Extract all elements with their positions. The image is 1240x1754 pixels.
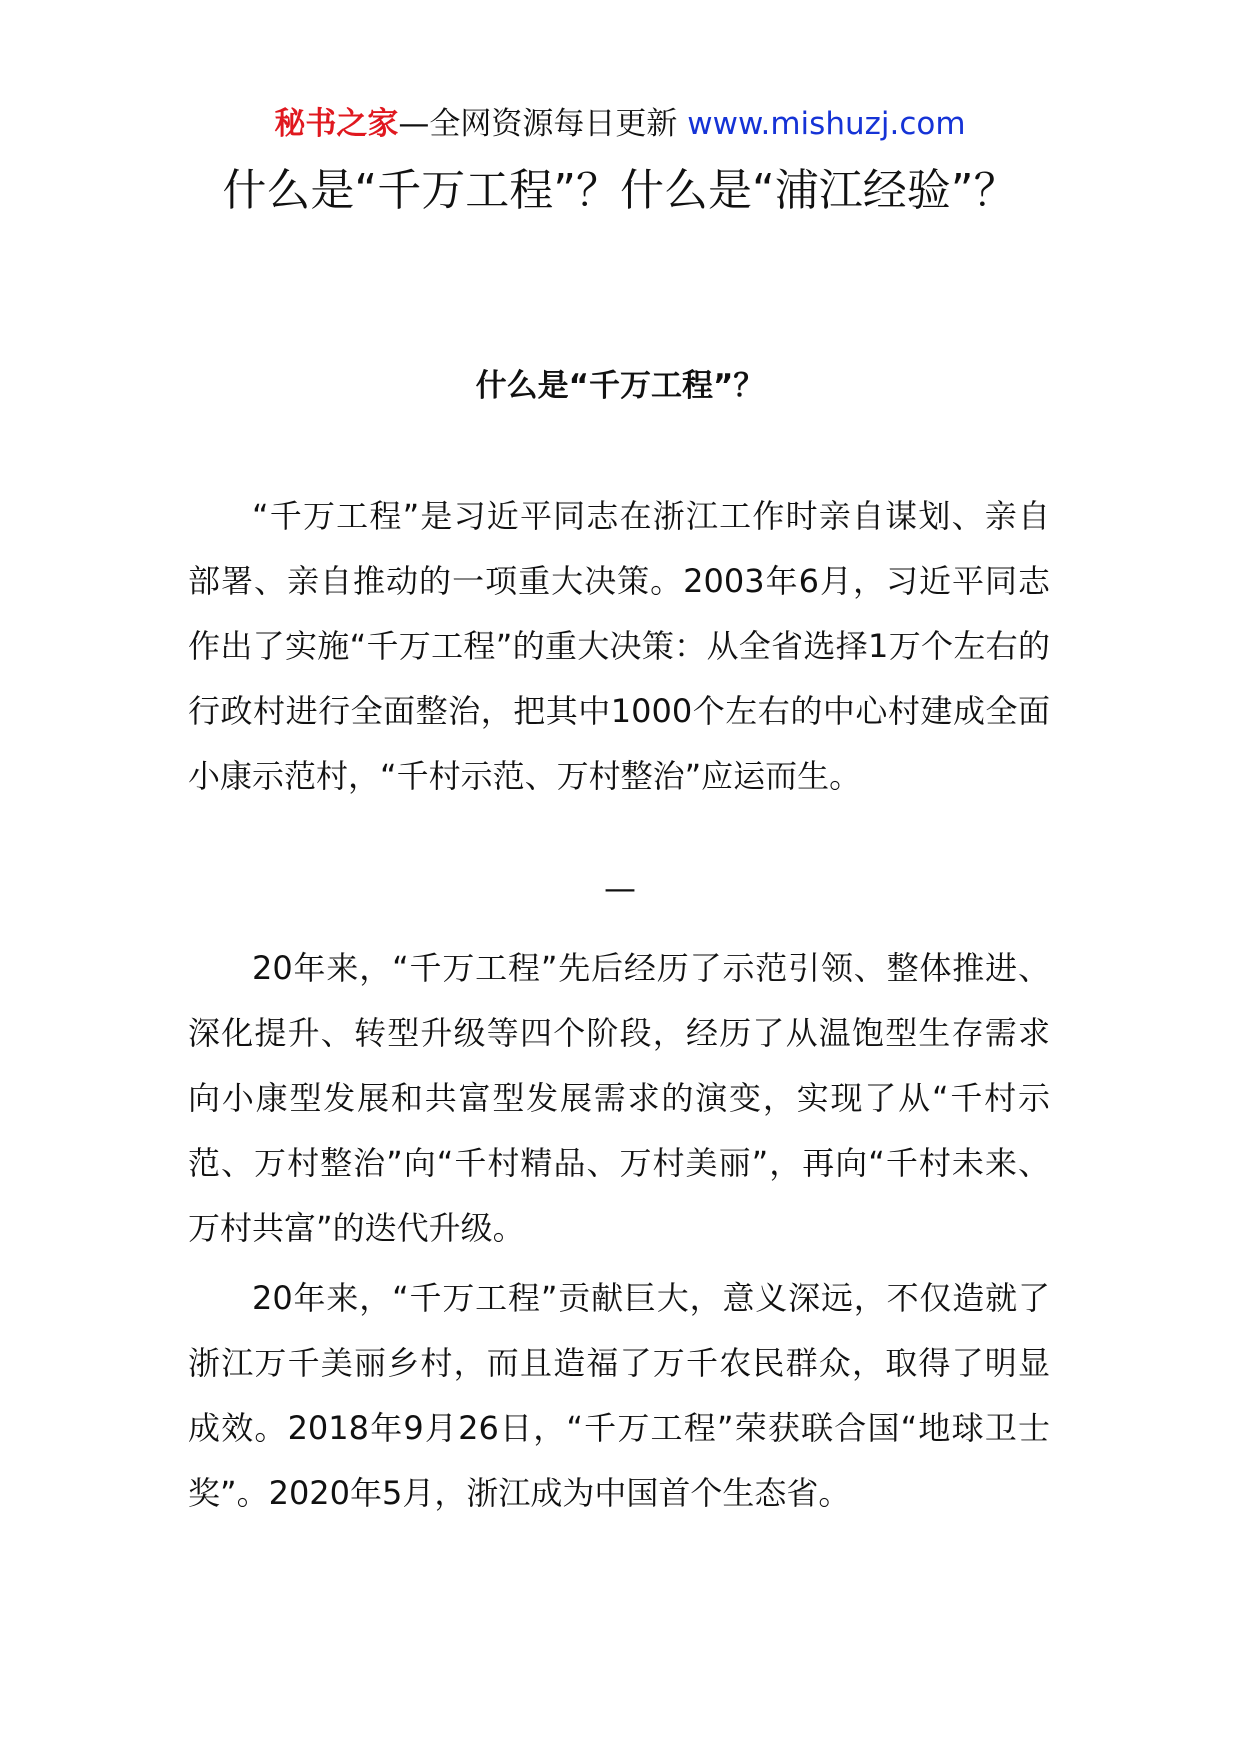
header-tagline: —全网资源每日更新 (398, 106, 678, 142)
paragraph-1: “千万工程”是习近平同志在浙江工作时亲自谋划、亲自部署、亲自推动的一项重大决策。2003年6月，习近平同志作出了实施“千万工程”的重大决策：从全省选择1万个左右的行政村进行全面整治，把其中1000个左右的中心村建成全面小康示范村，“千村示范、万村整治”应运而生。 (188, 497, 1050, 795)
site-url-link[interactable]: www.mishuzj.com (687, 106, 966, 142)
site-header (0, 104, 1240, 144)
paragraph-2: 20年来，“千万工程”先后经历了示范引领、整体推进、深化提升、转型升级等四个阶段，经历了从温饱型生存需求向小康型发展和共富型发展需求的演变，实现了从“千村示范、万村整治”向“千村精品、万村美丽”，再向“千村未来、万村共富”的迭代升级。 (188, 949, 1050, 1247)
section-heading: 什么是“千万工程”？ (475, 368, 765, 404)
page-divider: — (604, 869, 636, 907)
brand-name: 秘书之家 (274, 106, 399, 142)
document-title: 什么是“千万工程”？什么是“浦江经验”？ (222, 165, 1018, 216)
paragraph-3: 20年来，“千万工程”贡献巨大，意义深远，不仅造就了浙江万千美丽乡村，而且造福了万千农民群众，取得了明显成效。2018年9月26日，“千万工程”荣获联合国“地球卫士奖”。2020年5月，浙江成为中国首个生态省。 (188, 1279, 1050, 1512)
